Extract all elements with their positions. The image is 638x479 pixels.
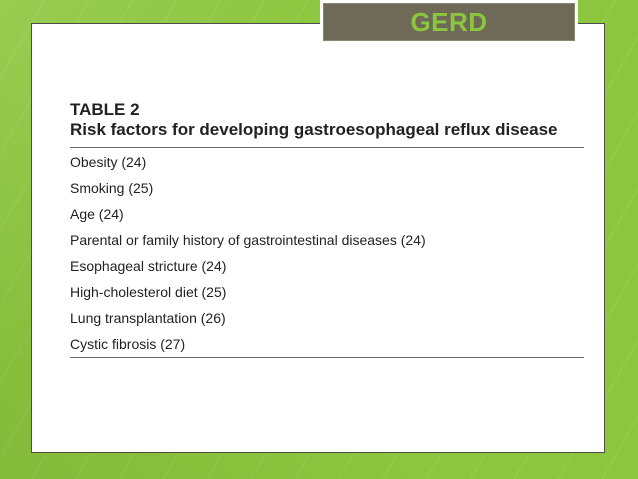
table-row: Esophageal stricture (24) [70,258,227,274]
risk-factors-table [70,100,584,358]
slide-title: GERD [410,6,488,37]
table-row: Age (24) [70,206,124,222]
table-row: Obesity (24) [70,154,147,170]
table-caption: Risk factors for developing gastroesophageal reflux disease [70,120,558,139]
title-inner [323,3,575,41]
table-row: Cystic fibrosis (27) [70,336,186,352]
table-rows [70,149,584,357]
title-box [320,0,578,44]
table-top-rule [70,147,584,148]
table-row: Parental or family history of gastrointestinal diseases (24) [70,232,426,248]
table-row: Smoking (25) [70,180,154,196]
table-label: TABLE 2 [70,100,140,119]
table-row: High-cholesterol diet (25) [70,284,227,300]
table-bottom-rule [70,357,584,358]
table-row: Lung transplantation (26) [70,310,226,326]
